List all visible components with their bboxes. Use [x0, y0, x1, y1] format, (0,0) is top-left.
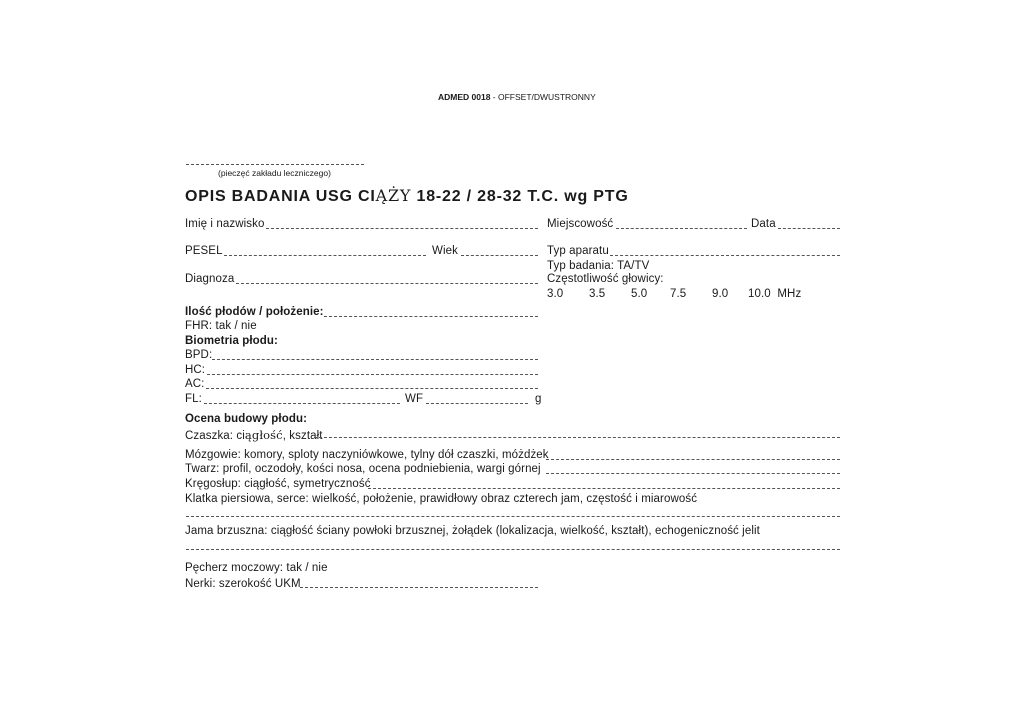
fl-label: FL: — [185, 393, 202, 405]
freq-9-0[interactable]: 9.0 — [712, 288, 729, 300]
chest-label: Klatka piersiowa, serce: wielkość, położenie, prawidłowy obraz czterech jam, częstość i miarowość — [185, 493, 698, 505]
title-part-3: 18-22 / 28-32 T.C. wg PTG — [411, 188, 629, 205]
device-type-label: Typ aparatu — [547, 245, 609, 257]
ac-label: AC: — [185, 378, 205, 390]
name-label: Imię i nazwisko — [185, 218, 265, 230]
place-field[interactable] — [616, 228, 747, 229]
age-label: Wiek — [432, 245, 458, 257]
face-field[interactable] — [546, 473, 840, 474]
brain-label: Mózgowie: komory, sploty naczyniówkowe, tylny dół czaszki, móżdżek — [185, 449, 549, 461]
stamp-line — [186, 164, 364, 165]
stamp-label: (pieczęć zakładu leczniczego) — [218, 168, 331, 178]
abdomen-label: Jama brzuszna: ciągłość ściany powłoki brzusznej, żołądek (lokalizacja, wielkość, kształt), echogeniczność jelit — [185, 525, 760, 537]
spine-field[interactable] — [368, 488, 840, 489]
pesel-field[interactable] — [224, 255, 426, 256]
anatomy-heading: Ocena budowy płodu: — [185, 413, 308, 425]
fl-field[interactable] — [204, 403, 400, 404]
form-code: ADMED 0018 — [438, 92, 491, 102]
exam-type-label: Typ badania: TA/TV — [547, 260, 650, 272]
skull-label-part-2: ągłość — [244, 428, 283, 442]
title-part-1: OPIS BADANIA USG CI — [185, 188, 376, 205]
freq-3-5[interactable]: 3.5 — [589, 288, 606, 300]
hc-label: HC: — [185, 364, 206, 376]
skull-label-part-1: Czaszka: ci — [185, 430, 245, 442]
freq-10-0[interactable]: 10.0 MHz — [748, 288, 802, 300]
bpd-label: BPD: — [185, 349, 213, 361]
freq-3-0[interactable]: 3.0 — [547, 288, 564, 300]
fetus-count-label: Ilość płodów / położenie: — [185, 306, 324, 318]
wf-field[interactable] — [426, 403, 528, 404]
page-title — [185, 186, 629, 206]
place-label: Miejscowość — [547, 218, 614, 230]
wf-label: WF — [405, 393, 424, 405]
title-part-2: ĄŻY — [375, 186, 412, 205]
brain-field[interactable] — [546, 459, 840, 460]
date-field[interactable] — [778, 228, 840, 229]
skull-field[interactable] — [314, 437, 840, 438]
date-label: Data — [751, 218, 776, 230]
name-field[interactable] — [266, 228, 538, 229]
freq-7-5[interactable]: 7.5 — [670, 288, 687, 300]
diagnosis-field[interactable] — [236, 283, 538, 284]
skull-label — [185, 428, 323, 442]
kidneys-field[interactable] — [300, 587, 538, 588]
form-code-suffix: - OFFSET/DWUSTRONNY — [490, 92, 596, 102]
age-field[interactable] — [461, 255, 538, 256]
grams-unit: g — [535, 393, 542, 405]
biometry-heading: Biometria płodu: — [185, 335, 278, 347]
diagnosis-label: Diagnoza — [185, 273, 235, 285]
ac-field[interactable] — [206, 388, 538, 389]
bladder-label: Pęcherz moczowy: tak / nie — [185, 562, 328, 574]
fetus-count-field[interactable] — [324, 316, 538, 317]
pesel-label: PESEL — [185, 245, 223, 257]
abdomen-field[interactable] — [186, 549, 840, 550]
device-type-field[interactable] — [610, 255, 840, 256]
skull-label-part-3: , kształt — [282, 430, 323, 442]
probe-freq-label: Częstotliwość głowicy: — [547, 273, 664, 285]
hc-field[interactable] — [207, 374, 538, 375]
face-label: Twarz: profil, oczodoły, kości nosa, ocena podniebienia, wargi górnej — [185, 463, 541, 475]
kidneys-label: Nerki: szerokość UKM — [185, 578, 301, 590]
chest-field[interactable] — [186, 516, 840, 517]
form-code-header — [438, 92, 596, 102]
bpd-field[interactable] — [212, 359, 538, 360]
fhr-label: FHR: tak / nie — [185, 320, 257, 332]
spine-label: Kręgosłup: ciągłość, symetryczność — [185, 478, 371, 490]
freq-5-0[interactable]: 5.0 — [631, 288, 648, 300]
